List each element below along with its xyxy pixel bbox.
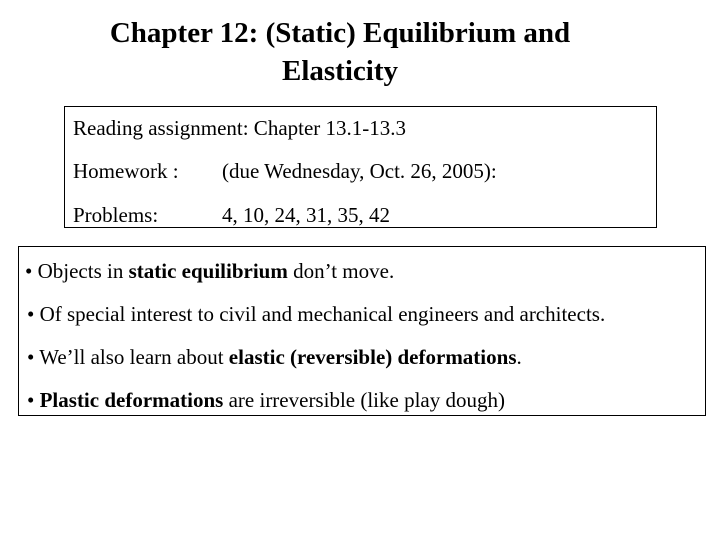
bullet-box: [18, 246, 706, 416]
bullet-static-equilibrium: [25, 259, 394, 284]
bullet-special-interest: • Of special interest to civil and mechanical engineers and architects.: [27, 302, 606, 326]
bullet-plastic-deformations: [27, 388, 505, 413]
bullet-elastic-deformations: [27, 345, 522, 370]
homework-label: Homework :: [73, 159, 179, 183]
homework-due: (due Wednesday, Oct. 26, 2005):: [222, 159, 497, 183]
bullet-3-post: .: [516, 345, 522, 369]
problems-list: 4, 10, 24, 31, 35, 42: [222, 203, 390, 227]
bullet-3-bold: elastic (reversible) deformations: [228, 345, 517, 369]
bullet-1-post: don’t move.: [287, 259, 395, 283]
bullet-1-bold: static equilibrium: [128, 259, 288, 283]
problems-row: [73, 203, 390, 228]
assignment-box: [64, 106, 657, 228]
title-line-1: Chapter 12: (Static) Equilibrium and: [109, 17, 571, 49]
reading-assignment: Reading assignment: Chapter 13.1-13.3: [73, 116, 407, 140]
bullet-4-bold: Plastic deformations: [39, 388, 224, 412]
bullet-4-post: are irreversible (like play dough): [223, 388, 505, 412]
bullet-3-pre: • We’ll also learn about: [27, 345, 229, 369]
bullet-4-pre: •: [27, 388, 40, 412]
page-title: [0, 14, 680, 90]
problems-label: Problems:: [73, 203, 159, 227]
title-line-2: Elasticity: [282, 55, 398, 87]
bullet-1-pre: • Objects in: [25, 259, 129, 283]
homework-row: [73, 159, 497, 184]
